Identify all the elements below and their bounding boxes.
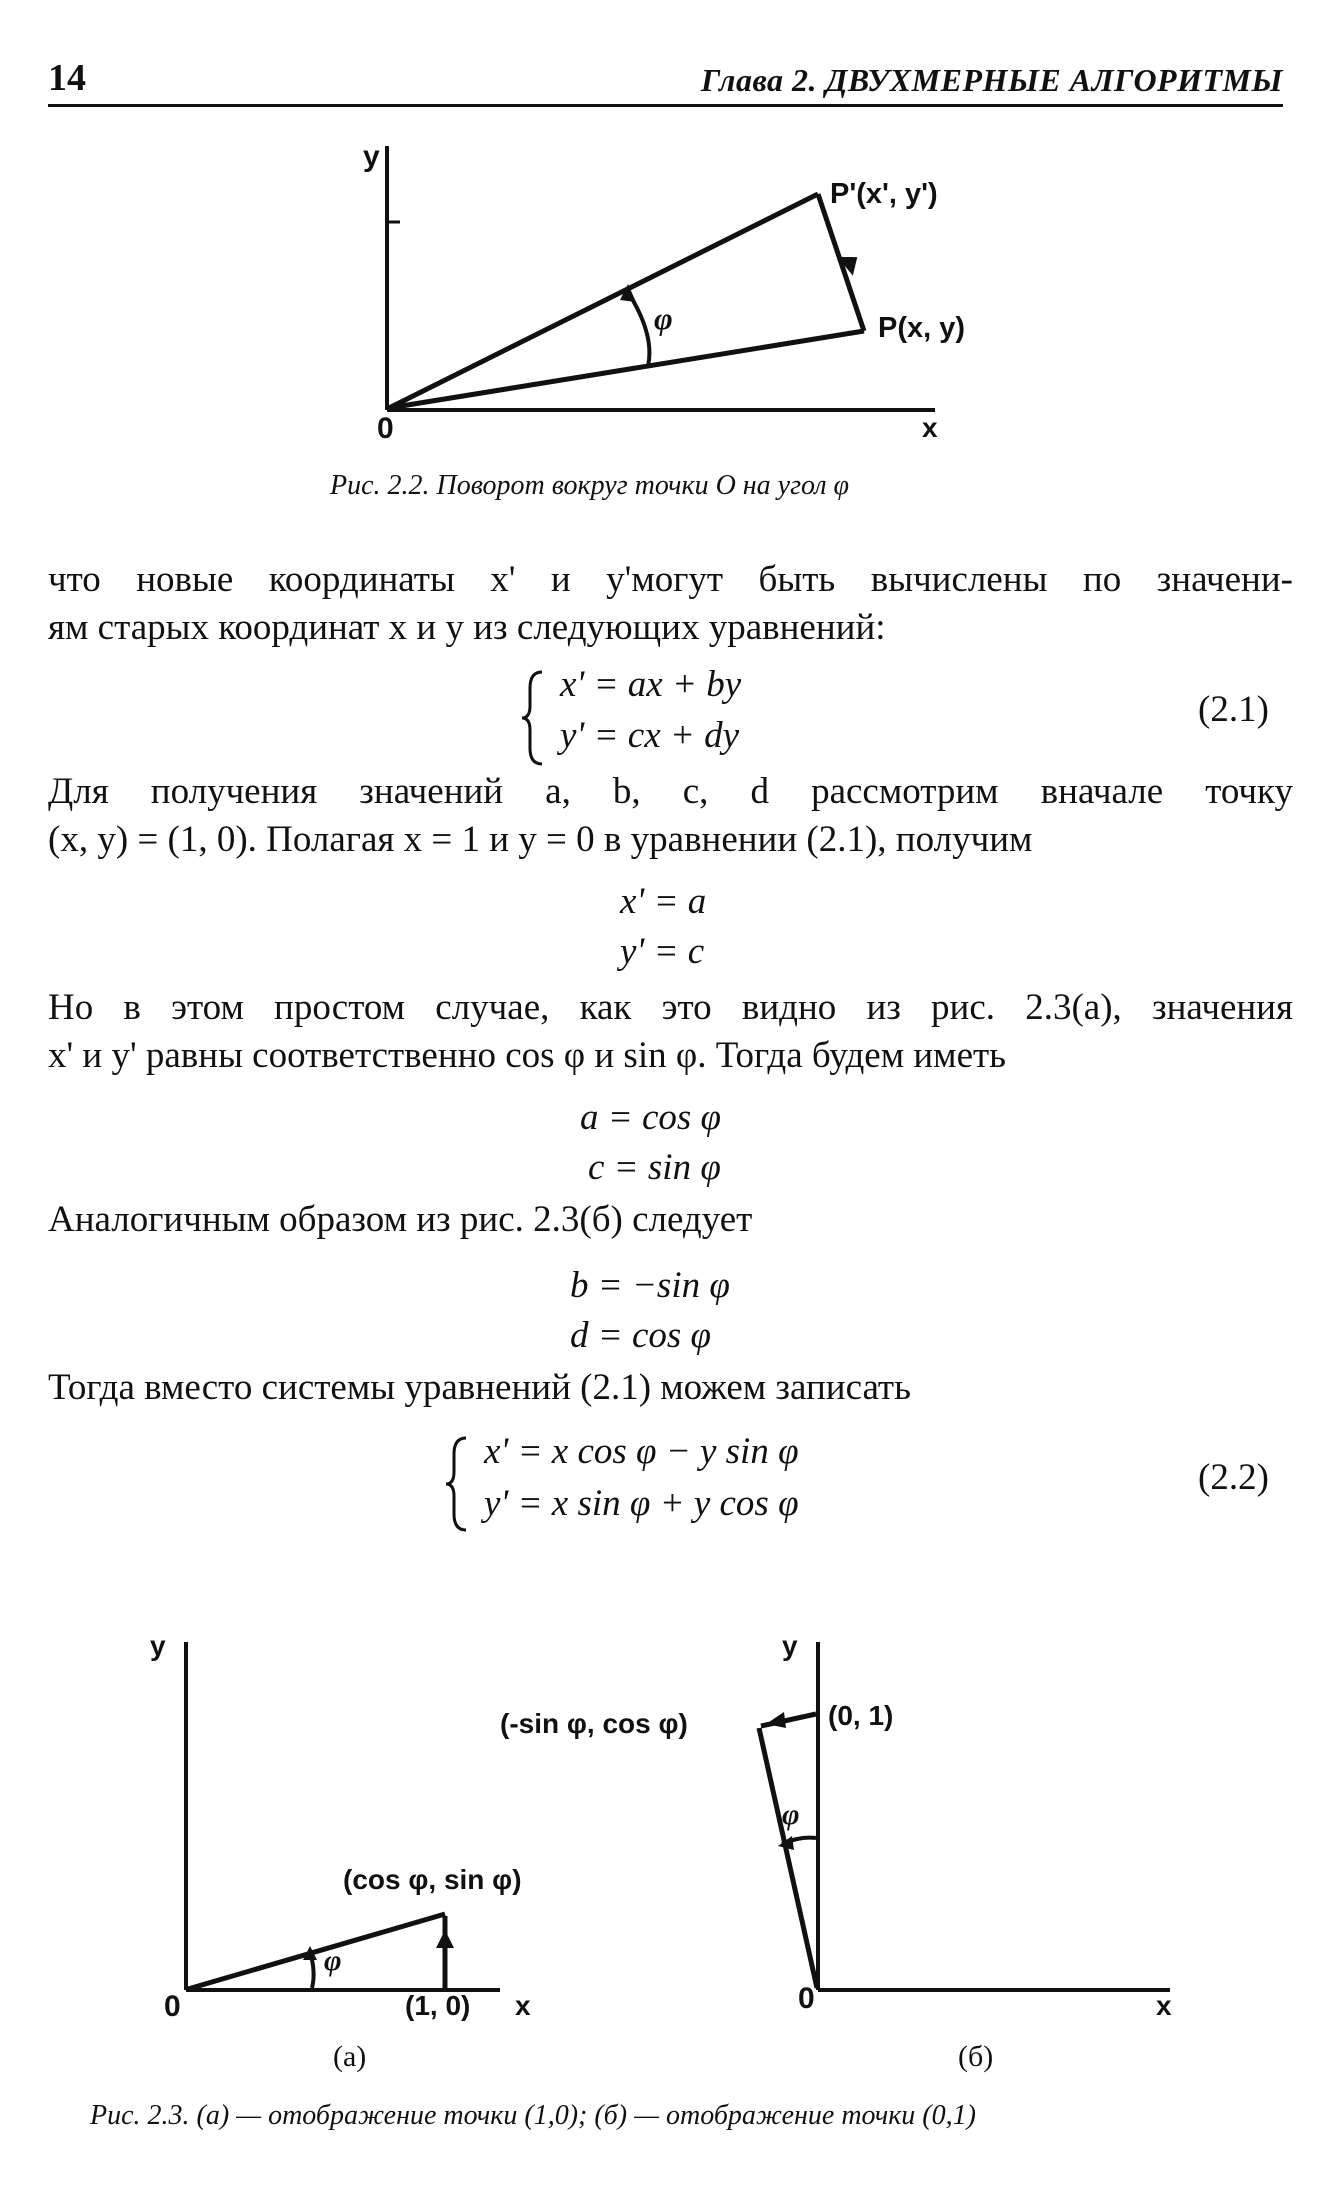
paragraph-3-line-1: Но в этом простом случае, как это видно из рис. 2.3(а), значения xyxy=(48,987,1293,1028)
fig22-angle-arc xyxy=(628,292,649,366)
paragraph-5 xyxy=(48,1364,1293,1412)
paragraph-1-line-2: ям старых координат x и y из следующих уравнений: xyxy=(48,607,886,648)
fig23a-sub-label: (а) xyxy=(333,2040,367,2073)
eq-xa: x' = a xyxy=(620,881,707,922)
figure-2-3a-drawing xyxy=(0,1600,660,2060)
paragraph-4 xyxy=(48,1196,1293,1244)
fig23a-rotated-line xyxy=(188,1914,445,1989)
eq-b-sin: b = −sin φ xyxy=(570,1265,730,1306)
paragraph-3-line-2: x' и y' равны соответственно cos φ и sin φ. Тогда будем иметь xyxy=(48,1035,1007,1076)
fig23a-point-10-label: (1, 0) xyxy=(405,1990,471,2021)
eq22-brace xyxy=(444,1434,474,1534)
fig23b-point-rot-label: (-sin φ, cos φ) xyxy=(500,1708,688,1739)
paragraph-5-line-1: Тогда вместо системы уравнений (2.1) можем записать xyxy=(48,1367,911,1408)
fig22-origin-label: 0 xyxy=(377,412,394,445)
eq-yc: y' = c xyxy=(620,931,705,972)
eq-a-cos: a = cos φ xyxy=(580,1097,722,1138)
fig23a-x-label: x xyxy=(515,1990,531,2021)
eq21-brace xyxy=(520,668,550,768)
fig23b-angle-label: φ xyxy=(782,1798,800,1831)
paragraph-1 xyxy=(48,556,1293,652)
page-number: 14 xyxy=(48,57,86,99)
figure-2-3b xyxy=(500,1600,1335,2073)
eq21-number: (2.1) xyxy=(1198,689,1269,730)
paragraph-2-line-2: (x, y) = (1, 0). Полагая x = 1 и y = 0 в уравнении (2.1), получим xyxy=(48,819,1033,860)
fig23a-origin-label: 0 xyxy=(164,1990,181,2023)
eq-d-cos: d = cos φ xyxy=(570,1315,712,1356)
figure-2-2-caption: Рис. 2.2. Поворот вокруг точки O на угол φ xyxy=(330,470,850,501)
fig22-line-to-p xyxy=(389,331,864,408)
figure-2-3a xyxy=(0,1600,660,2073)
eq21-line-2: y' = cx + dy xyxy=(560,715,740,756)
eq22-number: (2.2) xyxy=(1198,1457,1269,1498)
figure-2-3b-drawing xyxy=(660,1600,1335,2060)
eq-c-sin: c = sin φ xyxy=(588,1147,721,1188)
fig22-line-to-p-prime xyxy=(389,194,818,408)
eq22-line-1: x' = x cos φ − y sin φ xyxy=(484,1431,799,1472)
fig22-p-prime-label: P'(x', y') xyxy=(830,178,938,210)
paragraph-4-line-1: Аналогичным образом из рис. 2.3(б) следует xyxy=(48,1199,753,1240)
fig23a-point-rot-label: (cos φ, sin φ) xyxy=(343,1864,522,1895)
fig23a-angle-label: φ xyxy=(324,1944,342,1977)
paragraph-1-line-1: что новые координаты x' и y'могут быть вычислены по значени- xyxy=(48,559,1293,600)
fig22-p-label: P(x, y) xyxy=(878,312,966,344)
fig23b-y-label: y xyxy=(782,1630,798,1661)
fig23b-point-01-label: (0, 1) xyxy=(828,1700,894,1731)
fig23b-rotated-line xyxy=(759,1728,817,1988)
eq22-line-2: y' = x sin φ + y cos φ xyxy=(484,1483,799,1524)
fig23a-y-label: y xyxy=(150,1630,166,1661)
fig23b-x-label: x xyxy=(1156,1990,1172,2021)
figure-2-2 xyxy=(0,0,1335,470)
fig23b-origin-label: 0 xyxy=(798,1982,815,2015)
figure-2-3-caption: Рис. 2.3. (а) — отображение точки (1,0); (б) — отображение точки (0,1) xyxy=(90,2100,976,2131)
fig23a-arrowhead xyxy=(436,1930,454,1948)
paragraph-2-line-1: Для получения значений a, b, c, d рассмотрим вначале точку xyxy=(48,771,1293,812)
figure-2-2-drawing xyxy=(0,0,1335,470)
fig22-x-label: x xyxy=(922,412,938,443)
chapter-title: Глава 2. ДВУХМЕРНЫЕ АЛГОРИТМЫ xyxy=(700,62,1283,98)
paragraph-3 xyxy=(48,984,1293,1080)
paragraph-2 xyxy=(48,768,1293,864)
eq21-line-1: x' = ax + by xyxy=(560,664,742,705)
fig22-angle-label: φ xyxy=(654,300,673,336)
fig22-y-label: y xyxy=(363,140,380,173)
fig23b-sub-label: (б) xyxy=(958,2040,994,2073)
fig22-rotation-arrow xyxy=(818,194,864,331)
